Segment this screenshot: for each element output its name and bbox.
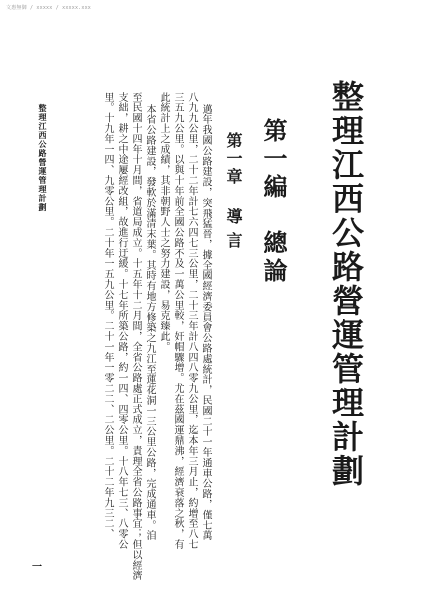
chapter-label: 第一章 — [224, 132, 243, 186]
body-line: 邁年我國公路建設，突飛猛晉，據全國經濟委員會公路處統計，民國二十一年通車公路，僅七萬 — [200, 104, 211, 541]
body-line: 三五九公里。以與十年前全國公路不及一萬公里較，奸帽驟增。尤在茲國運鼎沸，經濟衰落之秋，有 — [172, 92, 183, 550]
body-line: 至民國十四年十月間，省道局成立。十五年十二月間，全省公路處正式成立，責理全省公路事宜；但以經濟 — [130, 92, 141, 581]
body-line: 此統計上之成績，其非朝野人士之努力建設，易克臻此。 — [158, 92, 169, 352]
page-number: 一 — [32, 562, 42, 573]
chapter-title: 導言 — [224, 208, 243, 256]
body-line: 八九九公里，二十二年計七六四七三公里，二十三年計八四八零九公里，迄本年三月止，約增至八七 — [186, 92, 197, 550]
margin-title: 整理江西公路營運管理計劃 — [38, 104, 48, 212]
main-title: 整理江西公路營運管理計劃 — [327, 80, 365, 488]
body-line: 支絀，耕之中途屢經改組，故進行迂緩。十七年所築公路，約一四、四零公里。十八年七三、八零公 — [116, 92, 127, 550]
body-line: 本省公路建設，發軟於滿清末葉。其時有地方修築之九江至蓮花洞一三公里公路，完成通車。洎 — [144, 104, 155, 541]
watermark-text: 文惠無御 / xxxxx / xxxxx.xxx — [6, 5, 92, 11]
part-title: 第一編 總論 — [259, 118, 288, 286]
body-line: 里。十九年一四、九零公里。二十年一五九公里。二十一年一零二二、二公里。二十二年九三二、 — [102, 92, 113, 540]
